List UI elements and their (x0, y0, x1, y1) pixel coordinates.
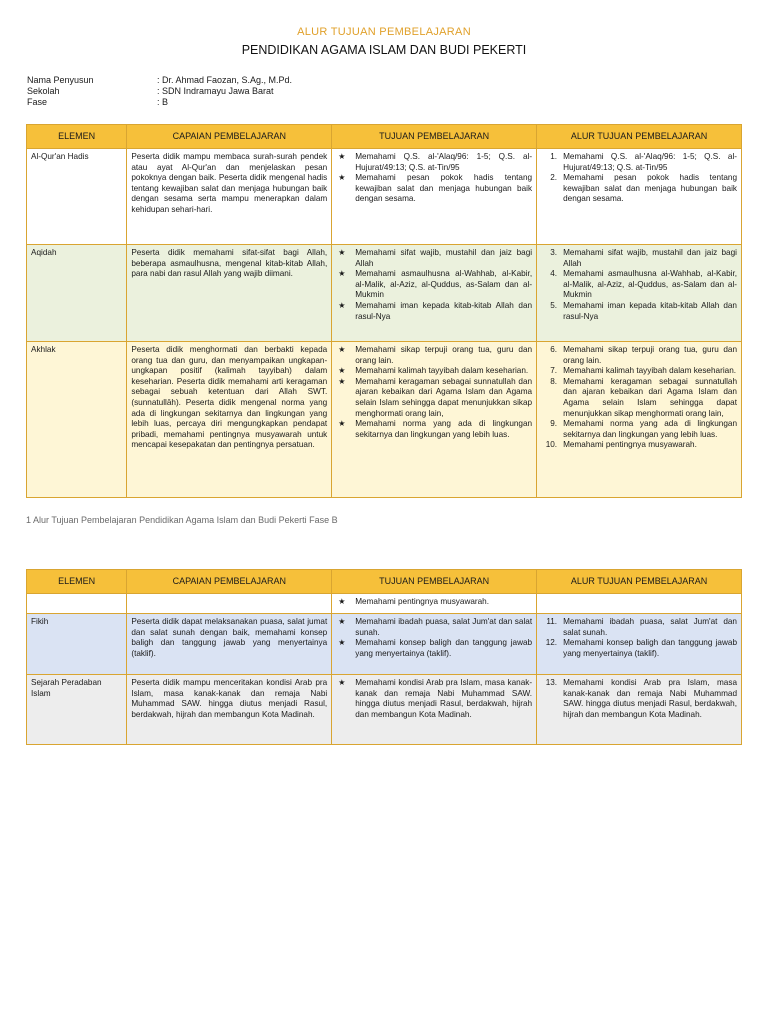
alur-item (541, 248, 737, 269)
alur-cell (537, 245, 742, 342)
column-header-capaian: CAPAIAN PEMBELAJARAN (127, 125, 332, 149)
capaian-cell: Peserta didik memahami sifat-sifat bagi Allah, beberapa asmaulhusna, mengenal kitab-kitab Allah, para nabi dan rasul Allah yang wajib diimani. (127, 245, 332, 342)
alur-list (541, 345, 737, 451)
column-header-tujuan: TUJUAN PEMBELAJARAN (332, 125, 537, 149)
tujuan-cell (332, 245, 537, 342)
elemen-cell: Aqidah (27, 245, 127, 342)
alur-item (541, 419, 737, 440)
alur-item-number: 2. (550, 173, 558, 183)
alur-cell (537, 342, 742, 498)
curriculum-table-1 (26, 124, 742, 498)
meta-label: Sekolah (27, 85, 60, 96)
tujuan-item: ★ Memahami kondisi Arab pra Islam, masa kanak-kanak dan remaja Nabi Muhammad SAW. hingga diutus menjadi Rasul, berdakwah, hijrah dan membangun Kota Madinah. (336, 678, 532, 720)
alur-item-number: 7. (550, 366, 558, 376)
tujuan-item: ★ Memahami pentingnya musyawarah. (336, 597, 532, 608)
tujuan-item: ★ Memahami Q.S. al-'Alaq/96: 1-5; Q.S. al-Hujurat/49:13; Q.S. at-Tin/95 (336, 152, 532, 173)
alur-list (541, 617, 737, 659)
column-header-elemen: ELEMEN (27, 125, 127, 149)
table-caption: 1 Alur Tujuan Pembelajaran Pendidikan Agama Islam dan Budi Pekerti Fase B (26, 515, 338, 525)
tujuan-list (336, 152, 532, 205)
tujuan-cell (332, 594, 537, 614)
column-header-alur: ALUR TUJUAN PEMBELAJARAN (537, 570, 742, 594)
document-subtitle: PENDIDIKAN AGAMA ISLAM DAN BUDI PEKERTI (241, 43, 527, 57)
alur-item-number: 10. (545, 440, 558, 450)
meta-row (27, 86, 292, 97)
alur-item-number: 4. (550, 269, 558, 279)
alur-item-text: Memahami pesan pokok hadis tentang kewajiban salat dan menjaga hubungan baik dengan sesama. (563, 173, 737, 204)
meta-value: : B (157, 96, 169, 107)
tujuan-item: ★ Memahami norma yang ada di lingkungan sekitarnya dan lingkungan yang lebih luas. (336, 419, 532, 440)
meta-row (27, 97, 292, 108)
curriculum-table-2 (26, 569, 742, 745)
alur-item (541, 301, 737, 322)
alur-item (541, 377, 737, 419)
alur-item-number: 13. (545, 678, 558, 687)
tujuan-item: ★ Memahami sikap terpuji orang tua, guru dan orang lain. (336, 345, 532, 366)
alur-item-number: 12. (545, 638, 558, 648)
alur-item-number: 5. (550, 300, 558, 310)
tujuan-cell (332, 614, 537, 675)
alur-list (541, 152, 737, 205)
column-header-capaian: CAPAIAN PEMBELAJARAN (127, 570, 332, 594)
tujuan-list (336, 597, 532, 608)
column-header-alur: ALUR TUJUAN PEMBELAJARAN (537, 125, 742, 149)
alur-cell (537, 675, 742, 745)
alur-item (541, 638, 737, 659)
tujuan-list (336, 678, 532, 720)
tujuan-item: ★ Memahami asmaulhusna al-Wahhab, al-Kabir, al-Malik, al-Aziz, al-Quddus, as-Salam dan al-Mukmin (336, 269, 532, 301)
capaian-cell: Peserta didik dapat melaksanakan puasa, salat jumat dan salat sunah dengan baik, memahami konsep baligh dan tanggung jawab yang menyertainya (taklif). (127, 614, 332, 675)
alur-item-text: Memahami sifat wajib, mustahil dan jaiz bagi Allah (563, 248, 737, 268)
tujuan-item: ★ Memahami keragaman sebagai sunnatullah dan ajaran kebaikan dari Agama Islam dan Agama selain Islam sehingga dapat menunjukkan sikap menghormati orang lain, (336, 377, 532, 419)
tujuan-item: ★ Memahami ibadah puasa, salat Jum'at dan salat sunah. (336, 617, 532, 638)
elemen-cell: Sejarah Peradaban Islam (27, 675, 127, 745)
alur-item (541, 366, 737, 377)
column-header-elemen: ELEMEN (27, 570, 127, 594)
capaian-cell: Peserta didik mampu membaca surah-surah pendek atau ayat Al-Qur'an dan menjelaskan pesan pokoknya dengan baik. Peserta didik mengenal hadis tentang kewajiban salat dan menjaga hubungan baik dengan sesama serta mampu menerapkan dalam kehidupan sehari-hari. (127, 149, 332, 245)
tujuan-list (336, 248, 532, 322)
tujuan-item: ★ Memahami pesan pokok hadis tentang kewajiban salat dan menjaga hubungan baik dengan sesama. (336, 173, 532, 205)
alur-item-text: Memahami kalimah tayyibah dalam keseharian. (563, 366, 737, 376)
alur-item-text: Memahami asmaulhusna al-Wahhab, al-Kabir, al-Malik, al-Aziz, al-Quddus, as-Salam dan al-Mukmin (563, 269, 737, 300)
tujuan-cell (332, 149, 537, 245)
alur-item-text: Memahami kondisi Arab pra Islam, masa kanak-kanak dan remaja Nabi Muhammad SAW. hingga diutus menjadi Rasul, berdakwah, hijrah dan membangun Kota Madinah. (563, 678, 737, 719)
alur-list (541, 248, 737, 322)
alur-item-number: 3. (550, 248, 558, 257)
document-title: ALUR TUJUAN PEMBELAJARAN (297, 26, 471, 38)
tujuan-list (336, 345, 532, 440)
alur-list (541, 678, 737, 720)
meta-label: Nama Penyusun (27, 75, 94, 85)
alur-cell (537, 594, 742, 614)
table-row (27, 245, 742, 342)
alur-item-text: Memahami iman kepada kitab-kitab Allah dan rasul-Nya (563, 300, 737, 321)
tujuan-list (336, 617, 532, 659)
table-row (27, 342, 742, 498)
tujuan-cell (332, 342, 537, 498)
elemen-cell: Fikih (27, 614, 127, 675)
table-row (27, 594, 742, 614)
meta-value: : SDN Indramayu Jawa Barat (157, 85, 274, 96)
tujuan-cell (332, 675, 537, 745)
alur-item (541, 678, 737, 720)
tujuan-item: ★ Memahami iman kepada kitab-kitab Allah dan rasul-Nya (336, 301, 532, 322)
capaian-cell (127, 594, 332, 614)
alur-item-number: 6. (550, 345, 558, 354)
alur-cell (537, 614, 742, 675)
alur-item-text: Memahami pentingnya musyawarah. (563, 440, 697, 450)
table-row (27, 614, 742, 675)
table-row (27, 149, 742, 245)
alur-item-text: Memahami norma yang ada di lingkungan sekitarnya dan lingkungan yang lebih luas. (563, 419, 737, 439)
capaian-cell: Peserta didik mampu menceritakan kondisi Arab pra Islam, masa kanak-kanak dan remaja Nabi Muhammad SAW. hingga diutus menjadi Rasul, berdakwah, hijrah dan membangun Kota Madinah. (127, 675, 332, 745)
alur-item-number: 11. (546, 617, 558, 626)
tujuan-item: ★ Memahami sifat wajib, mustahil dan jaiz bagi Allah (336, 248, 532, 269)
column-header-tujuan: TUJUAN PEMBELAJARAN (332, 570, 537, 594)
alur-item-number: 8. (550, 376, 558, 386)
alur-item-number: 9. (550, 419, 558, 429)
meta-row (27, 75, 292, 86)
alur-item (541, 269, 737, 301)
alur-item (541, 345, 737, 366)
elemen-cell (27, 594, 127, 614)
capaian-cell: Peserta didik menghormati dan berbakti kepada orang tua dan guru, dan menyampaikan ungkapan-ungkapan positif (kalimah tayyibah) dalam keseharian. Peserta didik memahami arti keragaman sebagai sebuah ketentuan dari Allah SWT. (sunnatullāh). Peserta didik mengenal norma yang ada di lingkungan sekitarnya dan lingkungan yang lebih luas, percaya diri mengungkapkan pendapat pribadi, memahami pentingnya musyawarah untuk mencapai kesepakatan dan pentingnya persatuan. (127, 342, 332, 498)
alur-item-text: Memahami keragaman sebagai sunnatullah dan ajaran kebaikan dari Agama Islam dan Agama selain Islam sehingga dapat menunjukkan sikap menghormati orang lain, (563, 376, 737, 418)
elemen-cell: Akhlak (27, 342, 127, 498)
alur-item-number: 1. (550, 152, 558, 161)
document-meta (27, 75, 292, 107)
alur-item-text: Memahami sikap terpuji orang tua, guru dan orang lain. (563, 345, 737, 365)
tujuan-item: ★ Memahami konsep baligh dan tanggung jawab yang menyertainya (taklif). (336, 638, 532, 659)
alur-item (541, 617, 737, 638)
alur-item-text: Memahami Q.S. al-'Alaq/96: 1-5; Q.S. al-Hujurat/49:13; Q.S. at-Tin/95 (563, 152, 737, 172)
alur-item (541, 440, 737, 451)
alur-item-text: Memahami ibadah puasa, salat Jum'at dan salat sunah. (563, 617, 737, 637)
alur-item-text: Memahami konsep baligh dan tanggung jawab yang menyertainya (taklif). (563, 638, 737, 658)
meta-label: Fase (27, 96, 48, 107)
alur-item (541, 173, 737, 205)
alur-item (541, 152, 737, 173)
table-row (27, 675, 742, 745)
meta-value: : Dr. Ahmad Faozan, S.Ag., M.Pd. (157, 75, 293, 85)
alur-cell (537, 149, 742, 245)
tujuan-item: ★ Memahami kalimah tayyibah dalam keseharian. (336, 366, 532, 377)
elemen-cell: Al-Qur'an Hadis (27, 149, 127, 245)
